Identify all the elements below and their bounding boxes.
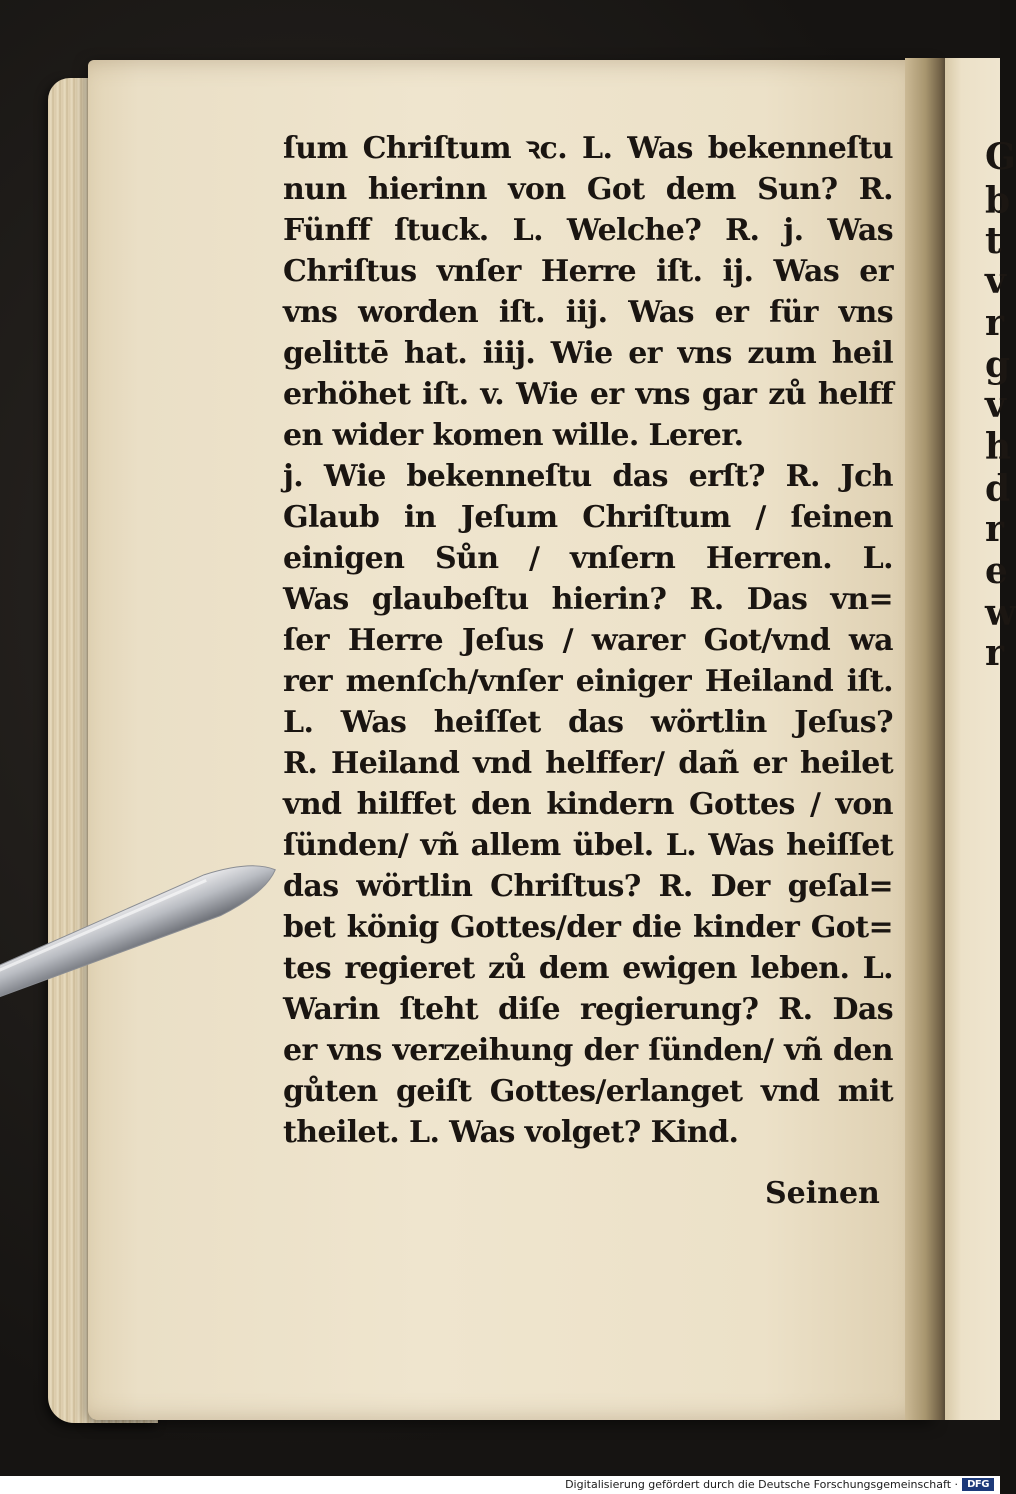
text-line: Fünff ſtuck. L. Welche? R. j. Was [283,213,893,248]
text-line: Chriſtus vnſer Herre iſt. ij. Was er [283,254,893,289]
text-line: bet könig Gottes/der die kinder Got= [283,910,893,945]
adjacent-page-fragment: g [985,344,1011,386]
text-line: nun hierinn von Got dem Sun? R. [283,172,893,207]
book-gutter [905,58,950,1420]
catchword: Seinen [765,1176,880,1211]
text-line: ſünden/ vñ allem übel. L. Was heiſſet [283,828,893,863]
text-line: er vns verzeihung der ſünden/ vñ den [283,1033,893,1068]
adjacent-page-fragment: G [985,136,1016,178]
adjacent-page-fragment: v [985,384,1006,426]
page-text [283,128,893,1153]
text-line: Was glaubeſtu hierin? R. Das vn= [283,582,893,617]
adjacent-page-fragment: e [985,550,1008,592]
text-line: Warin ſteht diſe regierung? R. Das [283,992,893,1027]
adjacent-page-fragment: d [985,468,1011,510]
adjacent-page [945,58,1016,1420]
adjacent-page-fragment: v [985,260,1006,302]
dfg-logo: DFG [962,1478,994,1491]
adjacent-page-fragment: h [985,426,1012,468]
adjacent-page-fragment: t [985,220,1002,262]
adjacent-page-fragment: r [985,508,1004,550]
text-line: ſum Chriſtum ꝛc. L. Was bekenneſtu [283,131,893,166]
adjacent-page-fragment: r [985,302,1004,344]
text-line: vns worden iſt. iij. Was er für vns [283,295,893,330]
adjacent-page-fragment: b [985,180,1011,222]
text-line: gůten geiſt Gottes/erlanget vnd mit [283,1074,893,1109]
text-line: erhöhet iſt. v. Wie er vns gar zů helff [283,377,893,412]
text-line: Glaub in Jeſum Chriſtum / ſeinen [283,500,893,535]
funding-credit: Digitalisierung gefördert durch die Deutsche Forschungsgemeinschaft · [565,1478,958,1491]
text-line: theilet. L. Was volget? Kind. [283,1115,739,1150]
text-line: einigen Sůn / vnſern Herren. L. [283,541,893,576]
adjacent-page-fragment: w [985,592,1016,634]
text-line: R. Heiland vnd helffer/ dañ er heilet [283,746,893,781]
adjacent-page-fragment: r [985,632,1004,674]
text-line: das wörtlin Chriſtus? R. Der geſal= [283,869,893,904]
text-line: rer menſch/vnſer einiger Heiland iſt. [283,664,893,699]
text-line: L. Was heiſſet das wörtlin Jeſus? [283,705,893,740]
text-line: vnd hilffet den kindern Gottes / von [283,787,893,822]
text-line: gelittē hat. iiij. Wie er vns zum heil [283,336,893,371]
text-line: j. Wie bekenneſtu das erſt? R. Jch [283,459,893,494]
text-line: ſer Herre Jeſus / warer Got/vnd wa [283,623,893,658]
text-line: tes regieret zů dem ewigen leben. L. [283,951,893,986]
text-line: en wider komen wille. Lerer. [283,418,744,453]
